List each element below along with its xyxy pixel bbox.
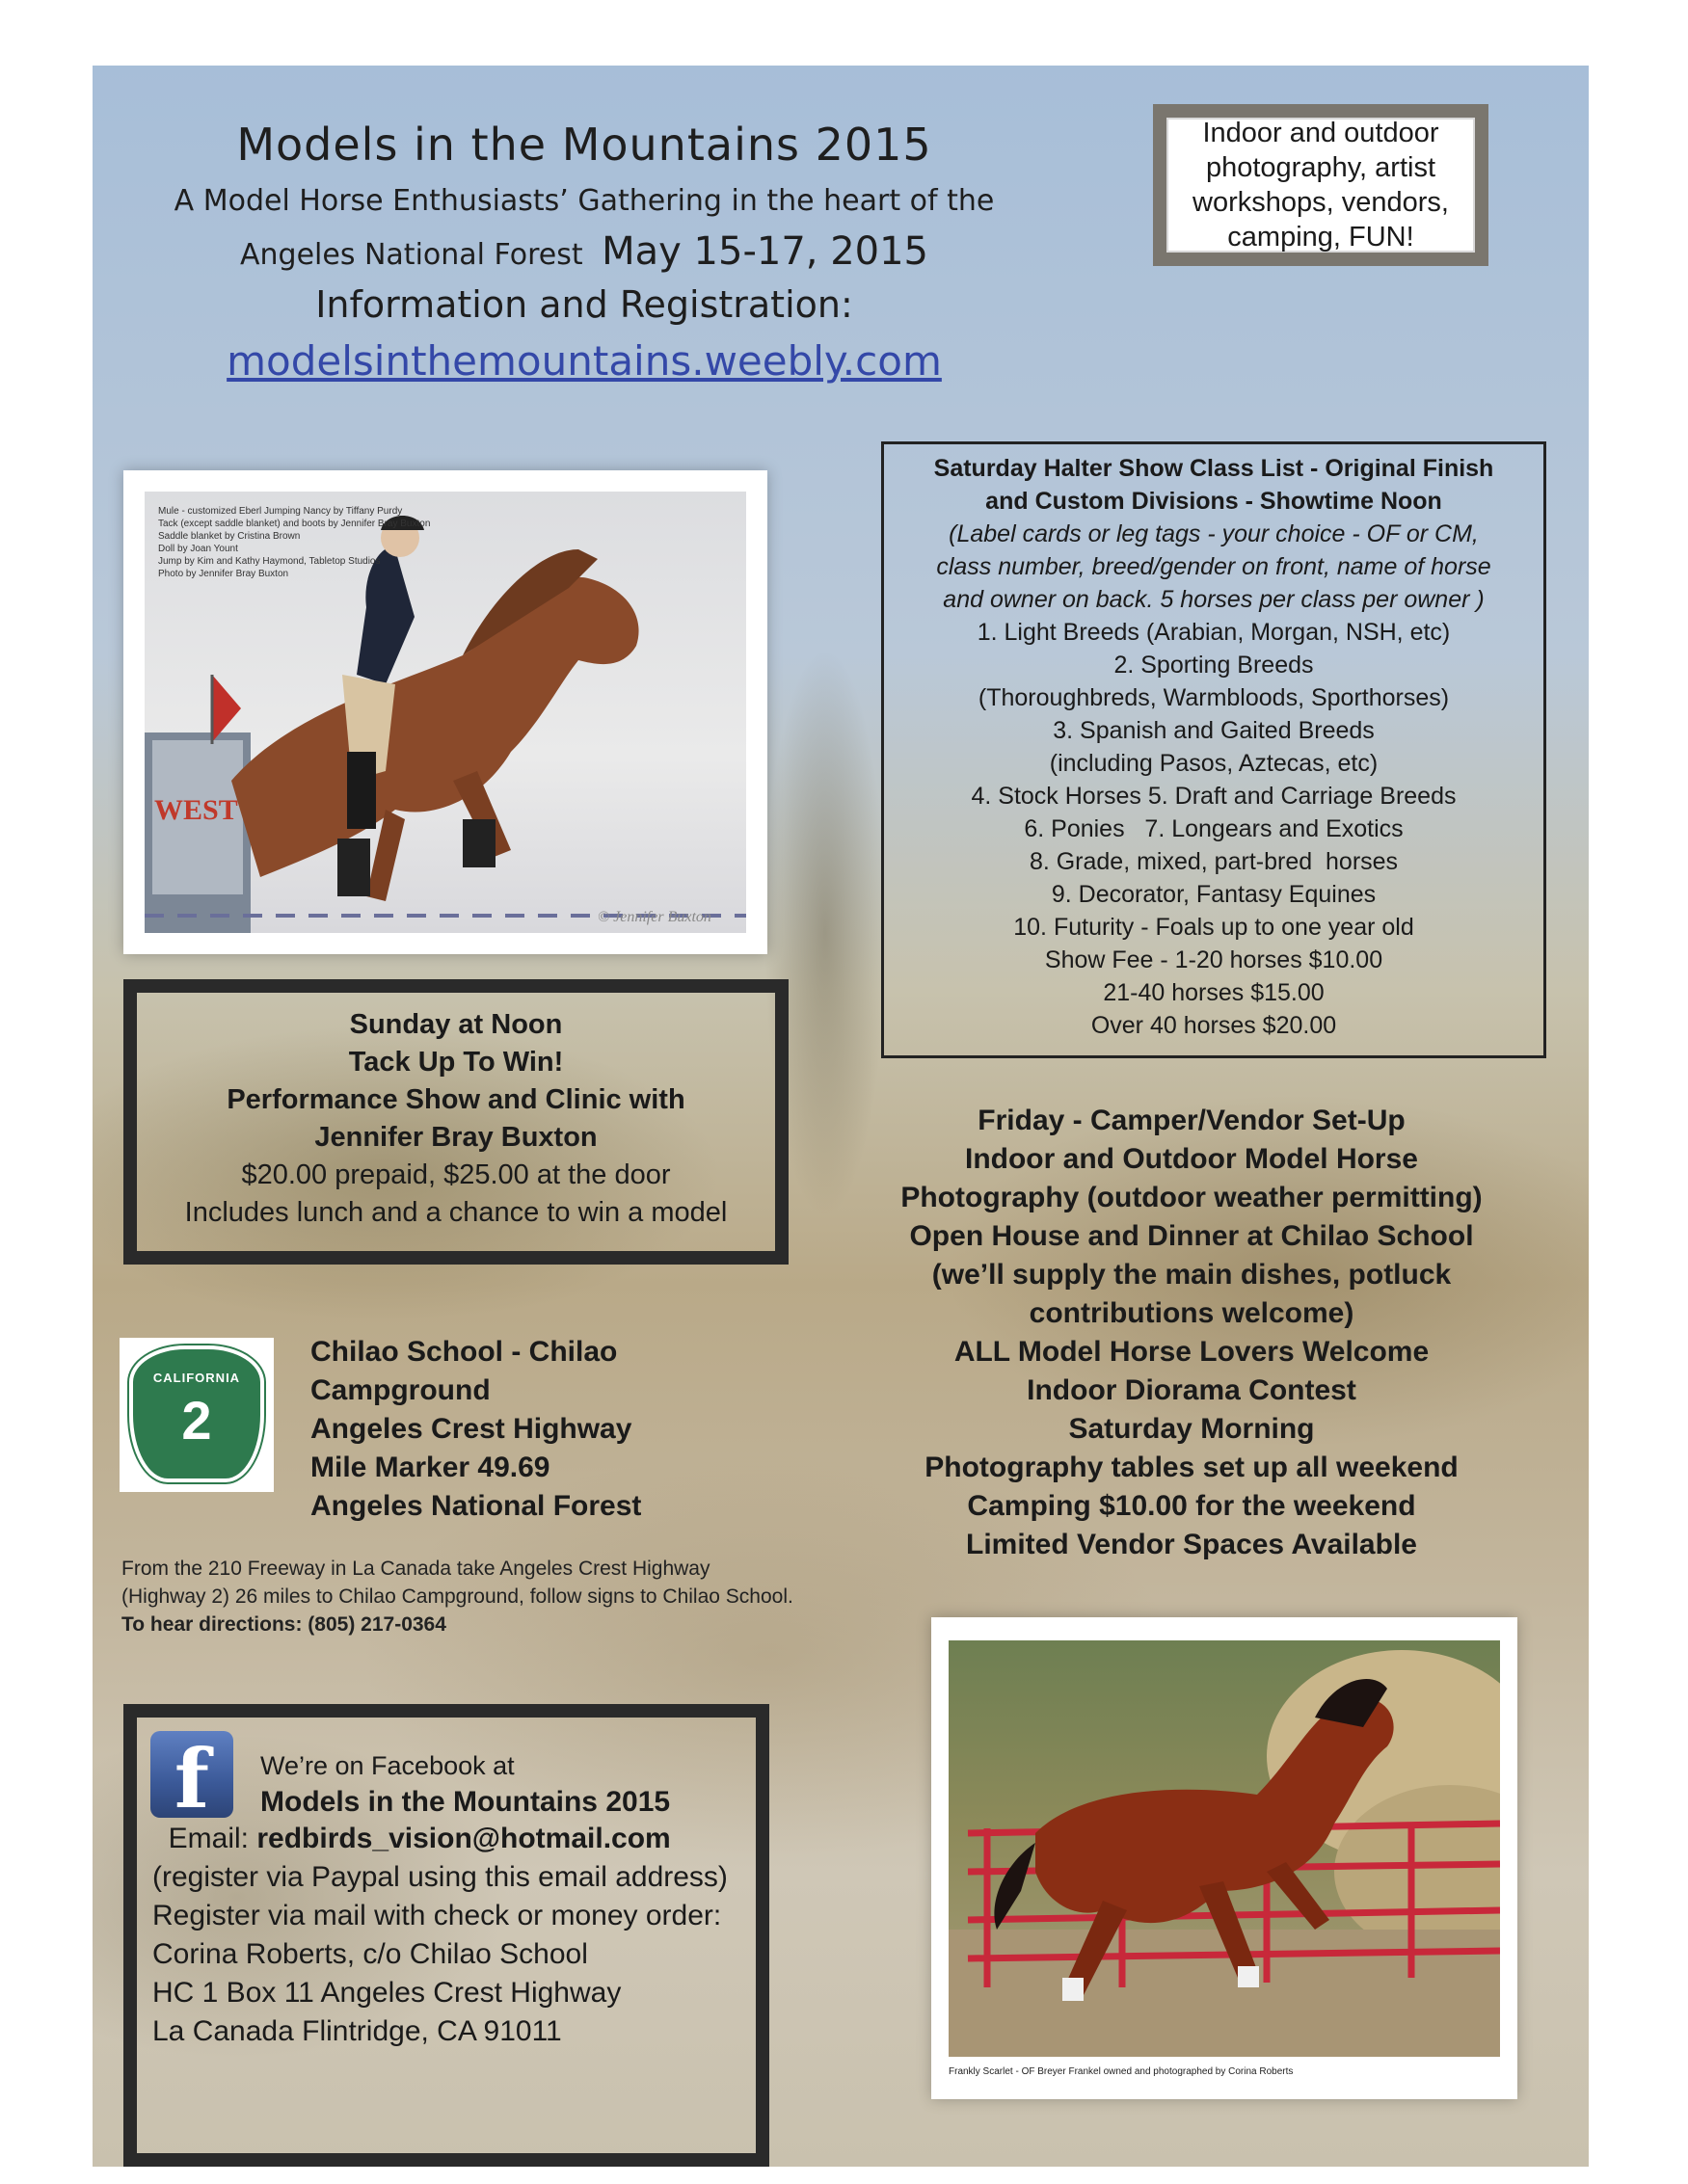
facebook-icon[interactable]: f	[150, 1731, 233, 1818]
fence-sign: WEST	[154, 794, 238, 826]
schedule-line: Open House and Dinner at Chilao School	[909, 1220, 1474, 1252]
contact-lines	[152, 1820, 728, 2051]
header	[150, 119, 1018, 385]
sunday-includes: Includes lunch and a chance to win a model	[184, 1197, 728, 1228]
sunday-line: Jennifer Bray Buxton	[314, 1122, 598, 1153]
halter-heading: and Custom Divisions - Showtime Noon	[985, 488, 1442, 515]
credit-line: Saddle blanket by Cristina Brown	[158, 531, 301, 542]
class-line: 1. Light Breeds (Arabian, Morgan, NSH, etc)	[977, 619, 1451, 646]
event-dates: May 15-17, 2015	[602, 229, 929, 274]
flyer-background	[93, 66, 1589, 2167]
halter-note: class number, breed/gender on front, name of horse	[936, 553, 1491, 580]
halter-heading: Saturday Halter Show Class List - Original Finish	[933, 455, 1494, 482]
photo-frame	[145, 492, 746, 933]
class-line: 6. Ponies 7. Longears and Exotics	[1024, 815, 1404, 842]
email-label: Email:	[168, 1823, 250, 1854]
info-line: Information and Registration:	[315, 283, 853, 326]
contact-line: Corina Roberts, c/o Chilao School	[152, 1938, 588, 1970]
class-line: 8. Grade, mixed, part-bred horses	[1029, 848, 1399, 875]
website-link[interactable]: modelsinthemountains.weebly.com	[227, 337, 942, 385]
highway-sign-icon	[120, 1338, 274, 1492]
forest-name: Angeles National Forest	[239, 238, 583, 272]
photo-caption: Frankly Scarlet - OF Breyer Frankel owned and photographed by Corina Roberts	[949, 2066, 1294, 2077]
mule-jumping-photo	[123, 470, 767, 954]
sunday-price: $20.00 prepaid, $25.00 at the door	[241, 1159, 671, 1190]
halter-note: (Label cards or leg tags - your choice - OF or CM,	[949, 520, 1479, 547]
schedule-line: Indoor Diorama Contest	[1027, 1374, 1356, 1406]
credit-line: Tack (except saddle blanket) and boots by Jennifer Bray Buxton	[158, 519, 431, 529]
fee-line: Over 40 horses $20.00	[1090, 1012, 1337, 1039]
photo-credit	[158, 505, 447, 580]
sunday-box	[123, 979, 789, 1265]
fee-line: Show Fee - 1-20 horses $10.00	[1044, 946, 1383, 973]
schedule-line: Photography (outdoor weather permitting)	[900, 1182, 1483, 1213]
email-address[interactable]: redbirds_vision@hotmail.com	[256, 1823, 671, 1854]
location-block	[310, 1333, 641, 1526]
halter-show-box	[881, 441, 1546, 1058]
credit-line: Jump by Kim and Kathy Haymond, Tabletop Studios	[158, 556, 381, 567]
schedule-line: ALL Model Horse Lovers Welcome	[953, 1336, 1430, 1368]
contact-line: La Canada Flintridge, CA 91011	[152, 2015, 562, 2047]
directions-phone: To hear directions: (805) 217-0364	[121, 1613, 446, 1636]
class-line: 3. Spanish and Gaited Breeds	[1053, 717, 1375, 744]
class-line: (Thoroughbreds, Warmbloods, Sporthorses)	[978, 684, 1450, 711]
location-line: Angeles National Forest	[310, 1490, 642, 1522]
class-line: 4. Stock Horses 5. Draft and Carriage Breeds	[971, 783, 1457, 810]
credit-line: Doll by Joan Yount	[158, 544, 238, 554]
schedule-line: Indoor and Outdoor Model Horse	[965, 1143, 1418, 1175]
class-line: 10. Futurity - Foals up to one year old	[1013, 914, 1414, 941]
photo-watermark: © Jennifer Buxton	[598, 909, 711, 925]
facebook-intro: We’re on Facebook at	[260, 1751, 515, 1780]
sunday-line: Sunday at Noon	[349, 1009, 563, 1040]
schedule-line: contributions welcome)	[1029, 1297, 1354, 1329]
credit-line: Mule - customized Eberl Jumping Nancy by Tiffany Purdy	[158, 506, 403, 517]
contact-line: Register via mail with check or money order:	[152, 1900, 722, 1931]
location-line: Angeles Crest Highway	[310, 1413, 632, 1445]
contact-line: HC 1 Box 11 Angeles Crest Highway	[152, 1977, 622, 2009]
highway-shield	[129, 1345, 264, 1482]
credit-line: Photo by Jennifer Bray Buxton	[158, 569, 289, 579]
photo-frame	[949, 1640, 1500, 2057]
features-text: Indoor and outdoor photography, artist workshops, vendors, camping, FUN!	[1192, 118, 1449, 253]
location-line: Chilao School - Chilao	[310, 1336, 618, 1368]
sign-number: 2	[181, 1390, 212, 1451]
schedule-line: Photography tables set up all weekend	[924, 1452, 1459, 1483]
sign-state: CALIFORNIA	[152, 1371, 241, 1385]
location-line: Mile Marker 49.69	[310, 1452, 550, 1483]
class-line: (including Pasos, Aztecas, etc)	[1049, 750, 1379, 777]
halter-note: and owner on back. 5 horses per class per owner )	[943, 586, 1485, 613]
sunday-line: Performance Show and Clinic with	[227, 1084, 685, 1115]
fee-line: 21-40 horses $15.00	[1103, 979, 1325, 1006]
sunday-line: Tack Up To Win!	[348, 1047, 564, 1078]
location-dates	[150, 229, 1018, 274]
subtitle: A Model Horse Enthusiasts’ Gathering in the heart of the	[174, 184, 995, 218]
email-line	[152, 1820, 728, 1858]
directions	[121, 1555, 796, 1638]
running-horse-image	[949, 1640, 1500, 2057]
friday-schedule	[844, 1102, 1539, 1564]
schedule-line: Saturday Morning	[1068, 1413, 1315, 1445]
schedule-line: Friday - Camper/Vendor Set-Up	[978, 1105, 1406, 1136]
location-line: Campground	[310, 1374, 491, 1406]
schedule-line: Limited Vendor Spaces Available	[966, 1529, 1417, 1560]
features-box	[1153, 104, 1488, 266]
schedule-line: (we’ll supply the main dishes, potluck	[931, 1259, 1452, 1291]
facebook-page-name[interactable]: Models in the Mountains 2015	[260, 1786, 671, 1818]
directions-text: From the 210 Freeway in La Canada take Angeles Crest Highway (Highway 2) 26 miles to Chilao Campground, follow signs to Chilao School.	[121, 1558, 793, 1608]
running-horse-photo	[931, 1617, 1517, 2099]
page-title: Models in the Mountains 2015	[236, 119, 932, 171]
contact-box	[123, 1704, 769, 2167]
class-line: 9. Decorator, Fantasy Equines	[1051, 881, 1377, 908]
class-line: 2. Sporting Breeds	[1113, 652, 1314, 679]
schedule-line: Camping $10.00 for the weekend	[967, 1490, 1416, 1522]
contact-line: (register via Paypal using this email address)	[152, 1861, 728, 1893]
